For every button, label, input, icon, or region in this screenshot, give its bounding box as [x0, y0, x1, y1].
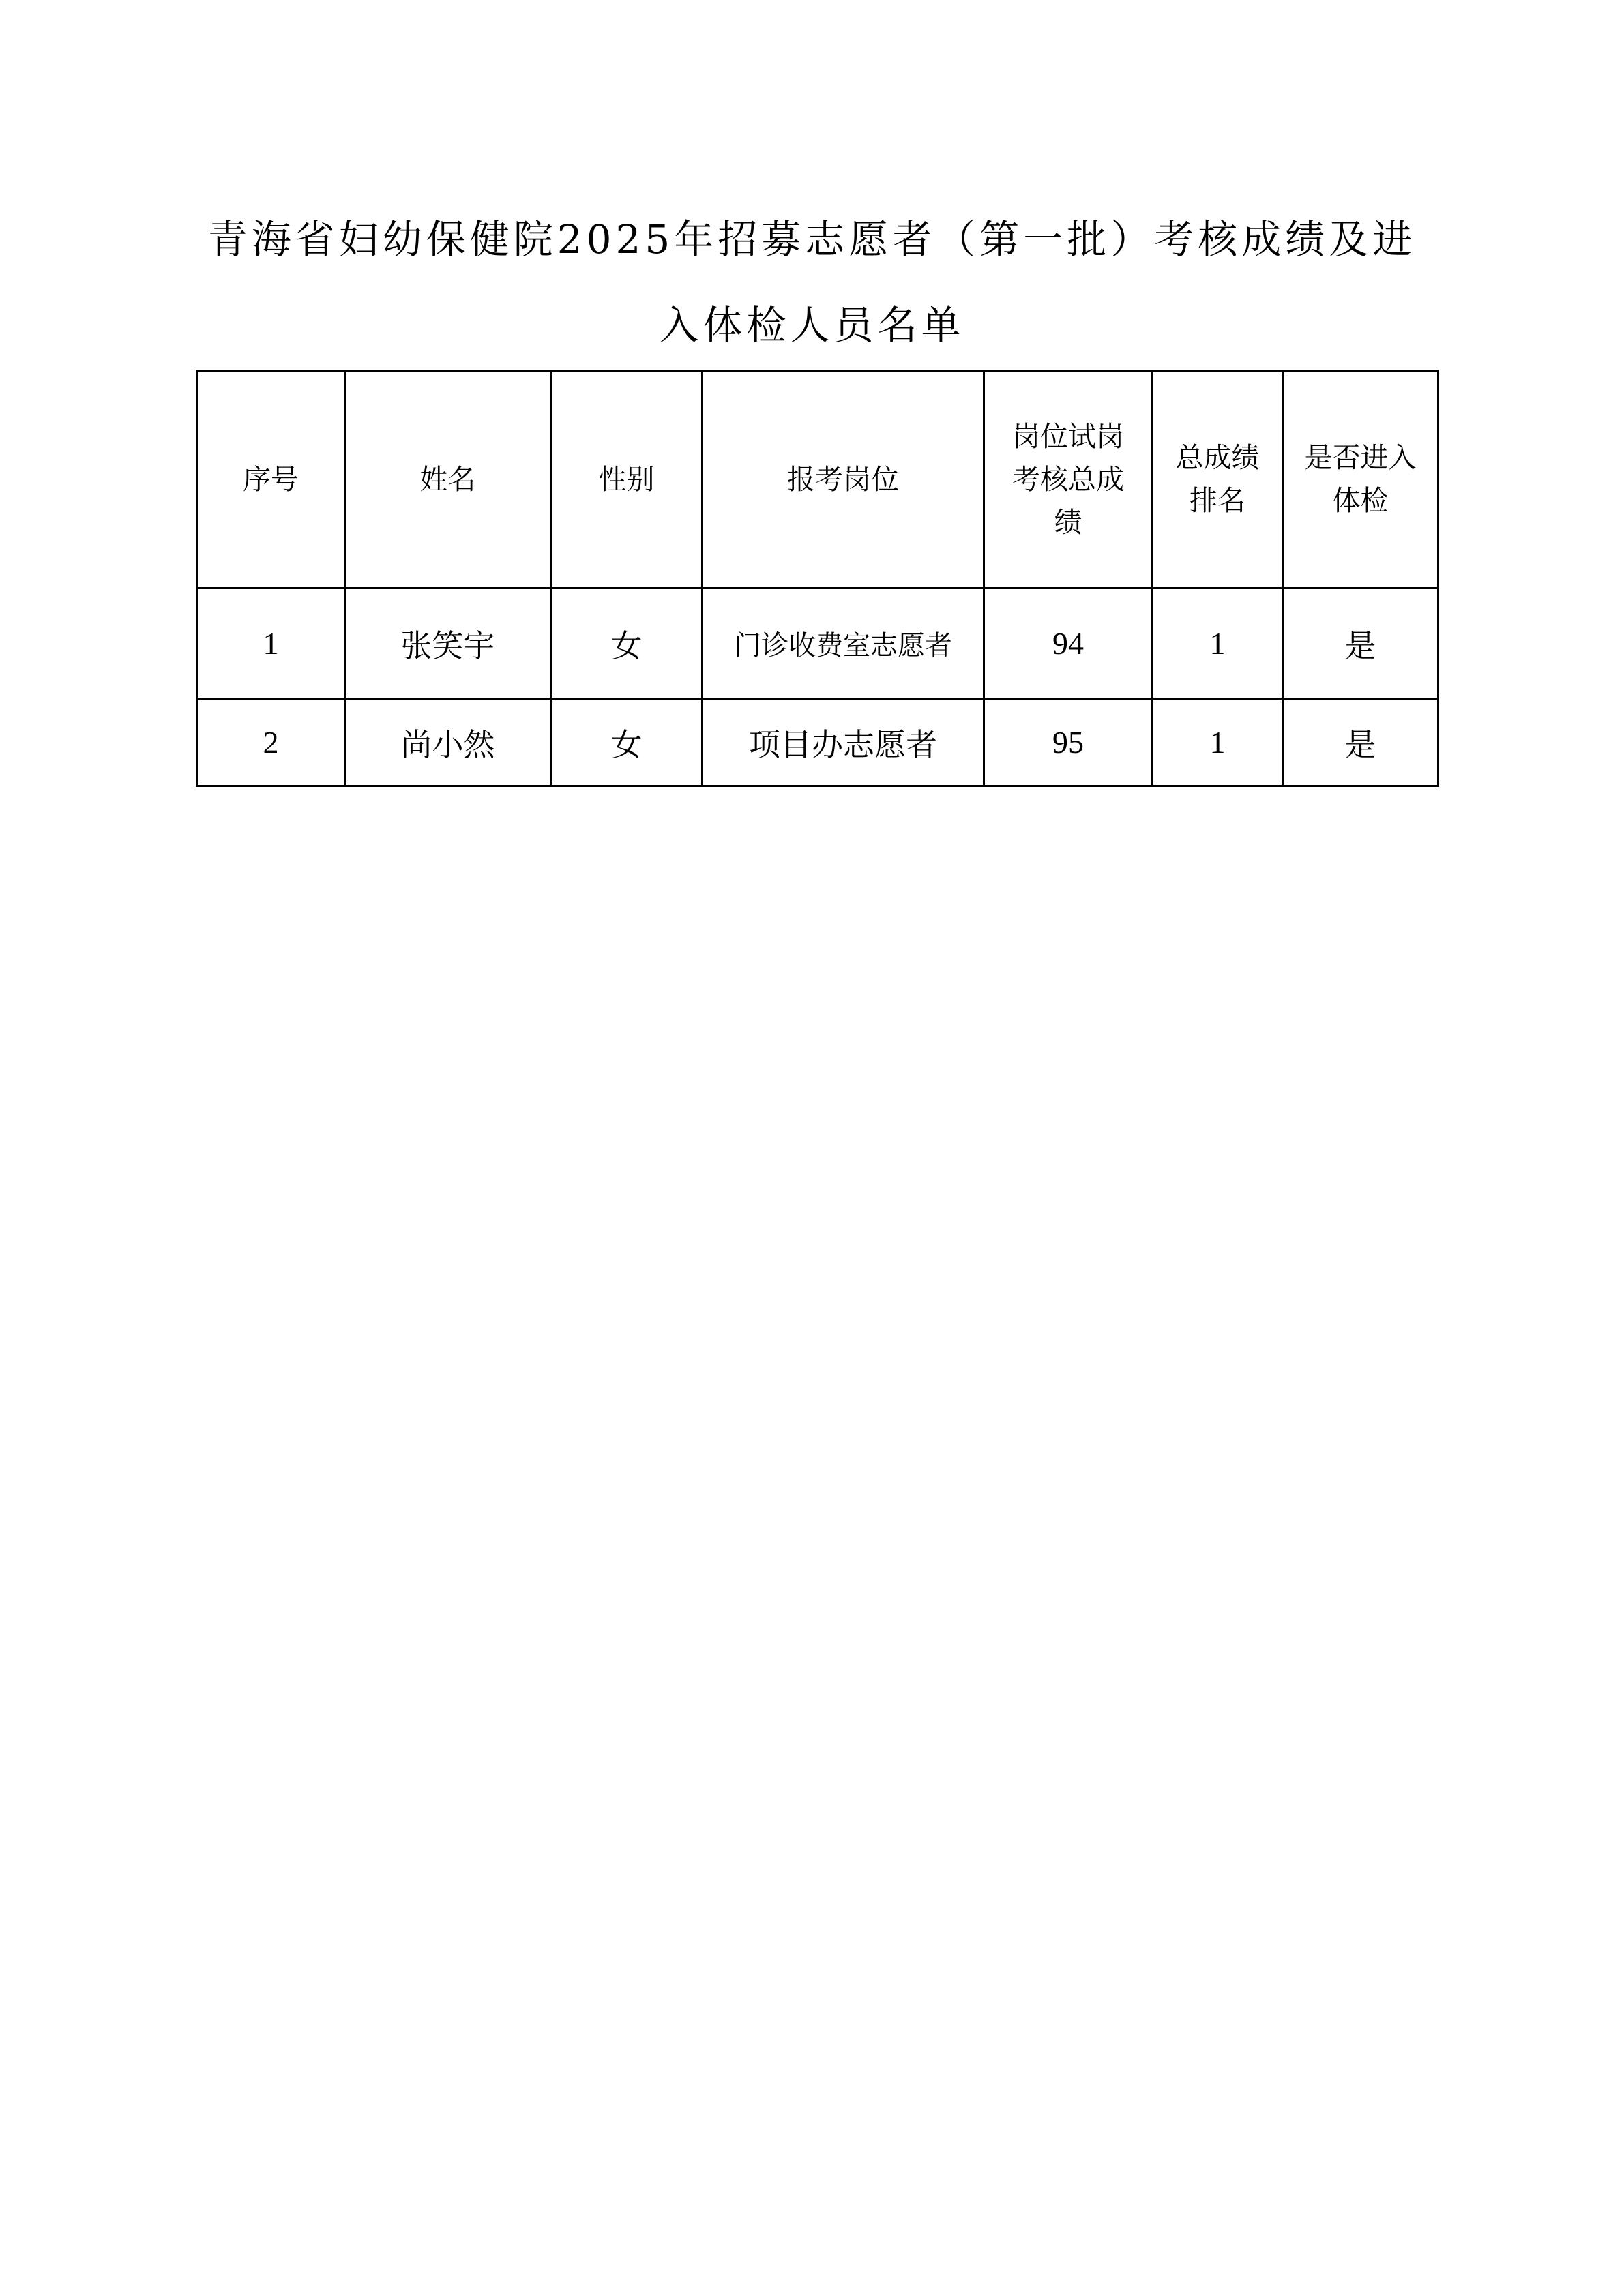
header-exam: 是否进入体检 [1283, 371, 1438, 588]
row-exam: 是 [1283, 699, 1438, 786]
row-gender: 女 [551, 588, 703, 699]
header-name: 姓名 [345, 371, 551, 588]
row-score: 94 [984, 588, 1153, 699]
header-position: 报考岗位 [703, 371, 984, 588]
header-score: 岗位试岗考核总成绩 [984, 371, 1153, 588]
document-title-line-2: 入体检人员名单 [659, 302, 965, 348]
row-score: 95 [984, 699, 1153, 786]
row-index: 2 [197, 699, 345, 786]
header-gender: 性别 [551, 371, 703, 588]
row-rank: 1 [1153, 588, 1283, 699]
header-rank: 总成绩排名 [1153, 371, 1283, 588]
table-row [197, 588, 1438, 699]
document-title-line-1: 青海省妇幼保健院2025年招募志愿者（第一批）考核成绩及进 [207, 216, 1417, 263]
row-position: 门诊收费室志愿者 [703, 588, 984, 699]
row-index: 1 [197, 588, 345, 699]
row-name: 尚小然 [345, 699, 551, 786]
row-name: 张笑宇 [345, 588, 551, 699]
table-row [197, 699, 1438, 786]
row-position: 项目办志愿者 [703, 699, 984, 786]
row-exam: 是 [1283, 588, 1438, 699]
row-gender: 女 [551, 699, 703, 786]
row-rank: 1 [1153, 699, 1283, 786]
header-index: 序号 [197, 371, 345, 588]
candidate-table [196, 370, 1439, 787]
table-header-row [197, 371, 1438, 588]
